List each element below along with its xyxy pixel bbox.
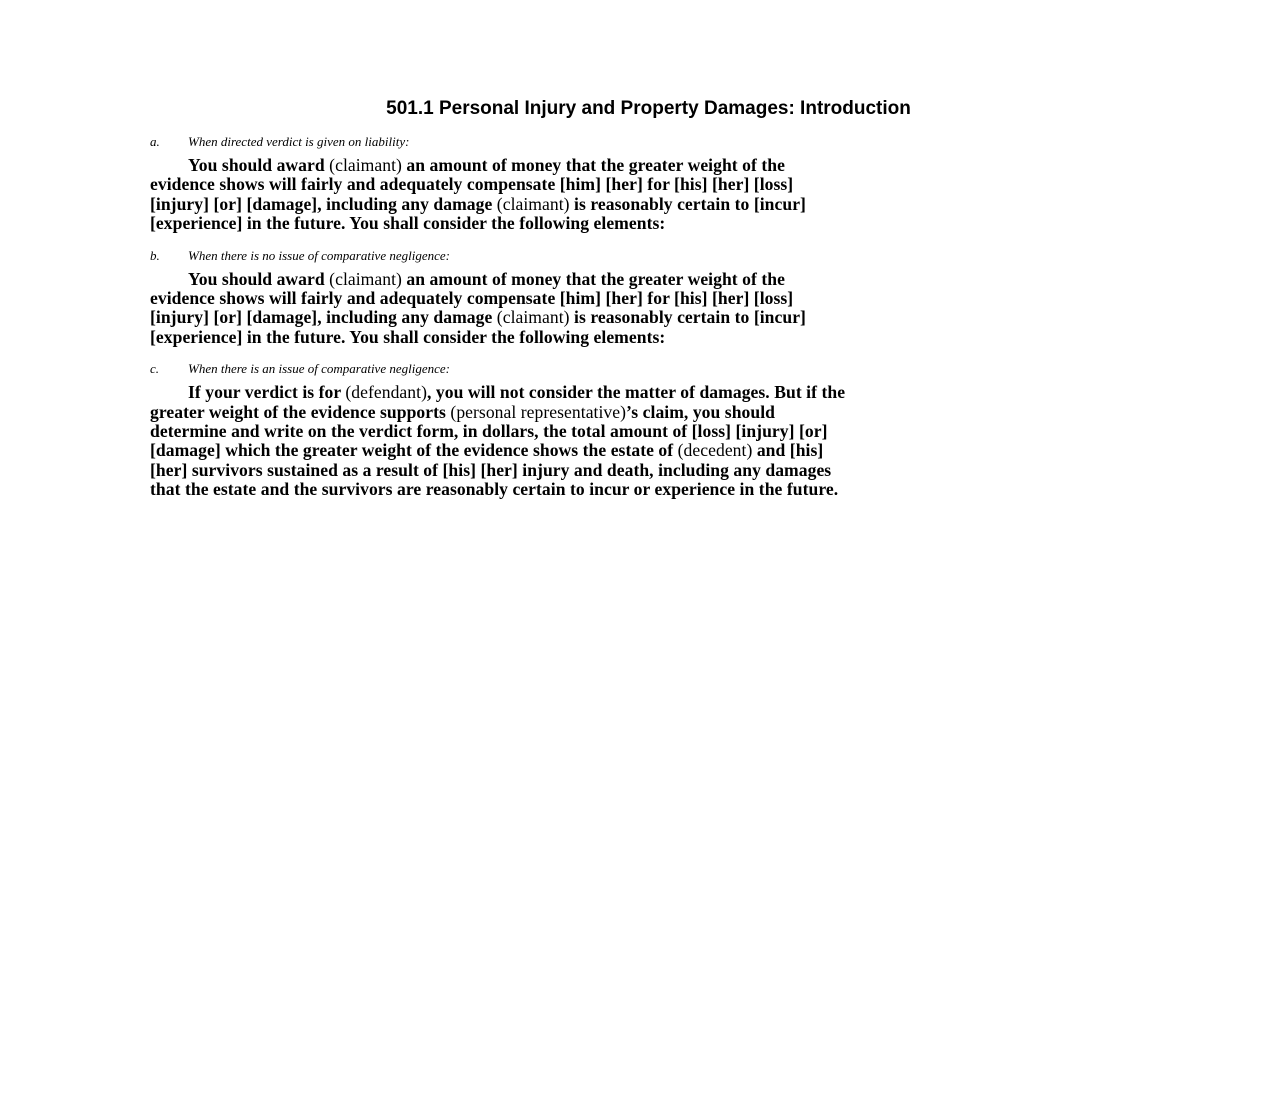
placeholder-text: (claimant) [329, 268, 402, 289]
instruction-text: determine and write on the verdict form, in dollars, the total amount of [loss] [injury] [or] [150, 421, 828, 442]
section-letter: c. [150, 361, 160, 377]
instruction-paragraph [150, 383, 1135, 499]
section-label [150, 134, 1135, 150]
section-a [150, 134, 1135, 234]
section-b [150, 248, 1135, 348]
paragraph-line [150, 383, 1135, 402]
section-heading: When there is no issue of comparative negligence: [188, 247, 450, 263]
paragraph-line [150, 461, 1135, 480]
instruction-text: You should award [188, 155, 330, 175]
instruction-text: ’s claim, you should [626, 401, 775, 422]
instruction-text: is reasonably certain to [incur] [569, 307, 806, 328]
document-page [150, 96, 1135, 514]
placeholder-text: (claimant) [496, 307, 570, 328]
paragraph-line [150, 403, 1135, 422]
placeholder-text: (claimant) [496, 193, 570, 214]
section-c [150, 361, 1135, 499]
instruction-text: evidence shows will fairly and adequately compensate [him] [her] for [his] [her] [loss] [150, 174, 794, 195]
instruction-text: [injury] [or] [damage], including any damage [150, 307, 497, 328]
instruction-text: If your verdict is for [188, 382, 346, 403]
instruction-text: [damage] which the greater weight of the evidence shows the estate of [150, 440, 678, 461]
instruction-text: [her] survivors sustained as a result of [his] [her] injury and death, including any damages [150, 459, 832, 480]
instruction-text: [experience] in the future. You shall consider the following elements: [150, 326, 666, 347]
section-heading: When directed verdict is given on liability: [188, 134, 410, 149]
paragraph-line [150, 214, 1135, 233]
placeholder-text: (decedent) [677, 440, 753, 461]
paragraph-line [150, 441, 1135, 460]
section-letter: a. [150, 134, 160, 149]
instruction-text: [experience] in the future. You shall consider the following elements: [150, 213, 666, 234]
placeholder-text: (personal representative) [450, 401, 627, 422]
paragraph-line [150, 195, 1135, 214]
paragraph-line [150, 175, 1135, 194]
placeholder-text: (claimant) [329, 155, 402, 175]
instruction-text: greater weight of the evidence supports [150, 401, 451, 422]
section-letter: b. [150, 247, 160, 263]
instruction-text: You should award [188, 268, 330, 289]
instruction-text: that the estate and the survivors are reasonably certain to incur or experience in the future. [150, 479, 839, 500]
paragraph-line [150, 422, 1135, 441]
paragraph-line [150, 308, 1135, 327]
section-label [150, 361, 1135, 377]
page-title: 501.1 Personal Injury and Property Damages: Introduction [386, 98, 911, 119]
instruction-text: , you will not consider the matter of damages. But if the [427, 382, 846, 403]
sections-container [150, 134, 1135, 500]
instruction-text: and [his] [752, 440, 824, 461]
placeholder-text: (defendant) [345, 382, 427, 403]
instruction-text: an amount of money that the greater weight of the [401, 155, 785, 175]
instruction-paragraph [150, 270, 1135, 348]
section-label [150, 248, 1135, 264]
paragraph-line [150, 480, 1135, 499]
instruction-paragraph [150, 156, 1135, 234]
instruction-text: [injury] [or] [damage], including any damage [150, 193, 497, 214]
instruction-text: an amount of money that the greater weight of the [401, 268, 785, 289]
paragraph-line [150, 328, 1135, 347]
instruction-text: is reasonably certain to [incur] [569, 193, 806, 214]
paragraph-line [150, 156, 1135, 175]
paragraph-line [150, 270, 1135, 289]
paragraph-line [150, 289, 1135, 308]
section-heading: When there is an issue of comparative negligence: [188, 361, 450, 377]
instruction-text: evidence shows will fairly and adequately compensate [him] [her] for [his] [her] [loss] [150, 288, 794, 309]
